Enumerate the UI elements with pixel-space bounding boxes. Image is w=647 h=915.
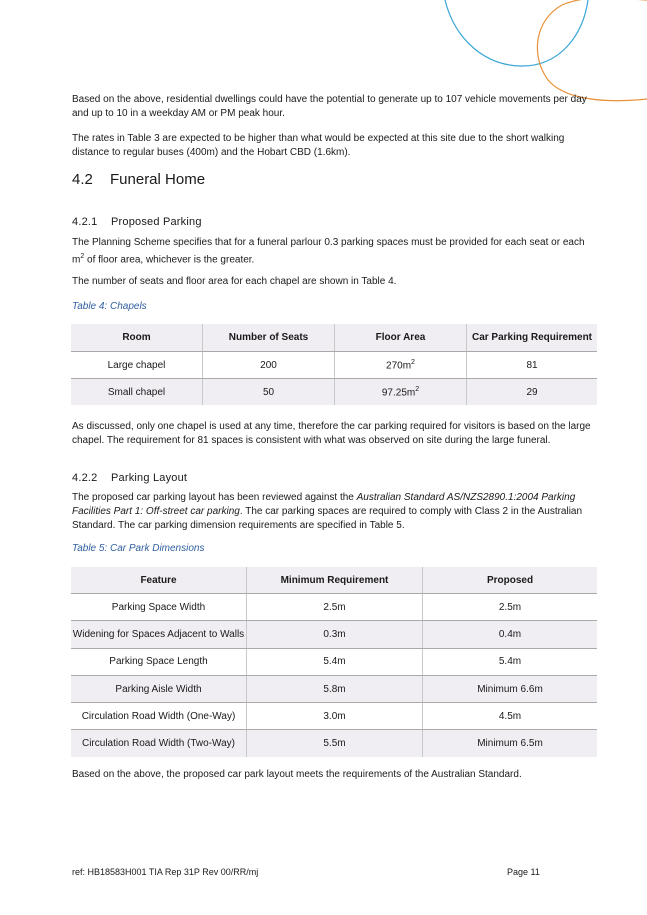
cell-requirement: 81 <box>467 352 598 379</box>
subsection-title: Proposed Parking <box>111 216 202 228</box>
cell-proposed: 4.5m <box>423 703 598 730</box>
table-4-caption: Table 4: Chapels <box>72 301 147 312</box>
table-row <box>71 648 597 675</box>
section-heading <box>72 171 205 188</box>
table-header-row <box>71 324 597 352</box>
table-5-caption: Table 5: Car Park Dimensions <box>72 543 205 554</box>
cell-minimum: 2.5m <box>247 594 423 621</box>
cell-feature: Widening for Spaces Adjacent to Walls <box>71 621 247 648</box>
header-feature: Feature <box>71 567 247 594</box>
orange-arc <box>537 0 647 101</box>
chapels-table <box>71 324 597 405</box>
table-row <box>71 730 597 757</box>
intro-paragraph-1: Based on the above, residential dwellings could have the potential to generate up to 107 vehicle movements per day and up to 10 in a weekday AM or PM peak hour. <box>72 94 587 119</box>
cell-seats: 50 <box>203 379 335 406</box>
section-title: Funeral Home <box>110 171 206 188</box>
table-row <box>71 621 597 648</box>
cell-feature: Parking Space Width <box>71 594 247 621</box>
cell-minimum: 5.8m <box>247 675 423 702</box>
layout-text-b: . The car parking spaces are required to comply with Class 2 in the Australian Standard. The car parking dimension requirements are specified in Table 5. <box>72 506 583 531</box>
cell-feature: Parking Aisle Width <box>71 675 247 702</box>
chapel-discussion-paragraph: As discussed, only one chapel is used at any time, therefore the car parking required for visitors is based on the large chapel. The requirement for 81 spaces is consistent with what was observed on site during the large funeral. <box>72 421 591 446</box>
cell-minimum: 5.4m <box>247 648 423 675</box>
subsection-number: 4.2.1 <box>72 216 98 228</box>
seats-intro-paragraph: The number of seats and floor area for each chapel are shown in Table 4. <box>72 276 397 287</box>
table-header-row <box>71 567 597 594</box>
header-minimum-requirement: Minimum Requirement <box>247 567 423 594</box>
cell-proposed: 5.4m <box>423 648 598 675</box>
subsection-heading-parking-layout <box>72 472 187 484</box>
cell-minimum: 5.5m <box>247 730 423 757</box>
area-value: 270m <box>386 360 412 372</box>
planning-scheme-text-a: The Planning Scheme specifies that for a funeral parlour 0.3 parking spaces must be provided for each seat or each m <box>72 237 585 266</box>
section-number: 4.2 <box>72 171 93 188</box>
layout-text-a: The proposed car parking layout has been reviewed against the <box>72 492 357 503</box>
cell-proposed: 2.5m <box>423 594 598 621</box>
header-proposed: Proposed <box>423 567 598 594</box>
cell-feature: Circulation Road Width (Two-Way) <box>71 730 247 757</box>
blue-arc <box>445 0 588 66</box>
area-superscript: 2 <box>415 385 420 393</box>
standard-title-italic: Australian Standard AS/NZS2890.1:2004 Parking Facilities Part 1: Off-street car parking <box>72 492 576 517</box>
table-row <box>71 379 597 406</box>
cell-minimum: 3.0m <box>247 703 423 730</box>
cell-floor-area <box>335 352 467 379</box>
header-room: Room <box>71 324 203 352</box>
footer-reference: ref: HB18583H001 TIA Rep 31P Rev 00/RR/mj <box>72 867 259 877</box>
subsection-number: 4.2.2 <box>72 472 98 484</box>
area-value: 97.25m <box>381 387 416 399</box>
header-floor-area: Floor Area <box>335 324 467 352</box>
planning-scheme-text-b: of floor area, whichever is the greater. <box>84 254 255 266</box>
cell-proposed: 0.4m <box>423 621 598 648</box>
planning-scheme-paragraph <box>72 236 598 267</box>
cell-seats: 200 <box>203 352 335 379</box>
cell-proposed: Minimum 6.5m <box>423 730 598 757</box>
cell-floor-area <box>335 379 467 406</box>
cell-minimum: 0.3m <box>247 621 423 648</box>
cell-feature: Parking Space Length <box>71 648 247 675</box>
parking-layout-paragraph <box>72 491 598 533</box>
footer-page-number: Page 11 <box>507 867 540 877</box>
subsection-title: Parking Layout <box>111 472 188 484</box>
table-row <box>71 594 597 621</box>
header-parking-requirement: Car Parking Requirement <box>467 324 598 352</box>
cell-feature: Circulation Road Width (One-Way) <box>71 703 247 730</box>
car-park-dimensions-table <box>71 567 597 757</box>
cell-proposed: Minimum 6.6m <box>423 675 598 702</box>
table-row <box>71 703 597 730</box>
cell-room: Small chapel <box>71 379 203 406</box>
header-seats: Number of Seats <box>203 324 335 352</box>
conclusion-paragraph: Based on the above, the proposed car park layout meets the requirements of the Australian Standard. <box>72 769 522 780</box>
cell-room: Large chapel <box>71 352 203 379</box>
cell-requirement: 29 <box>467 379 598 406</box>
table-row <box>71 352 597 379</box>
intro-paragraph-2: The rates in Table 3 are expected to be higher than what would be expected at this site due to the short walking distance to regular buses (400m) and the Hobart CBD (1.6km). <box>72 133 565 158</box>
area-superscript: 2 <box>411 358 415 366</box>
table-row <box>71 675 597 702</box>
subsection-heading-proposed-parking <box>72 216 202 228</box>
superscript-2: 2 <box>80 253 85 260</box>
